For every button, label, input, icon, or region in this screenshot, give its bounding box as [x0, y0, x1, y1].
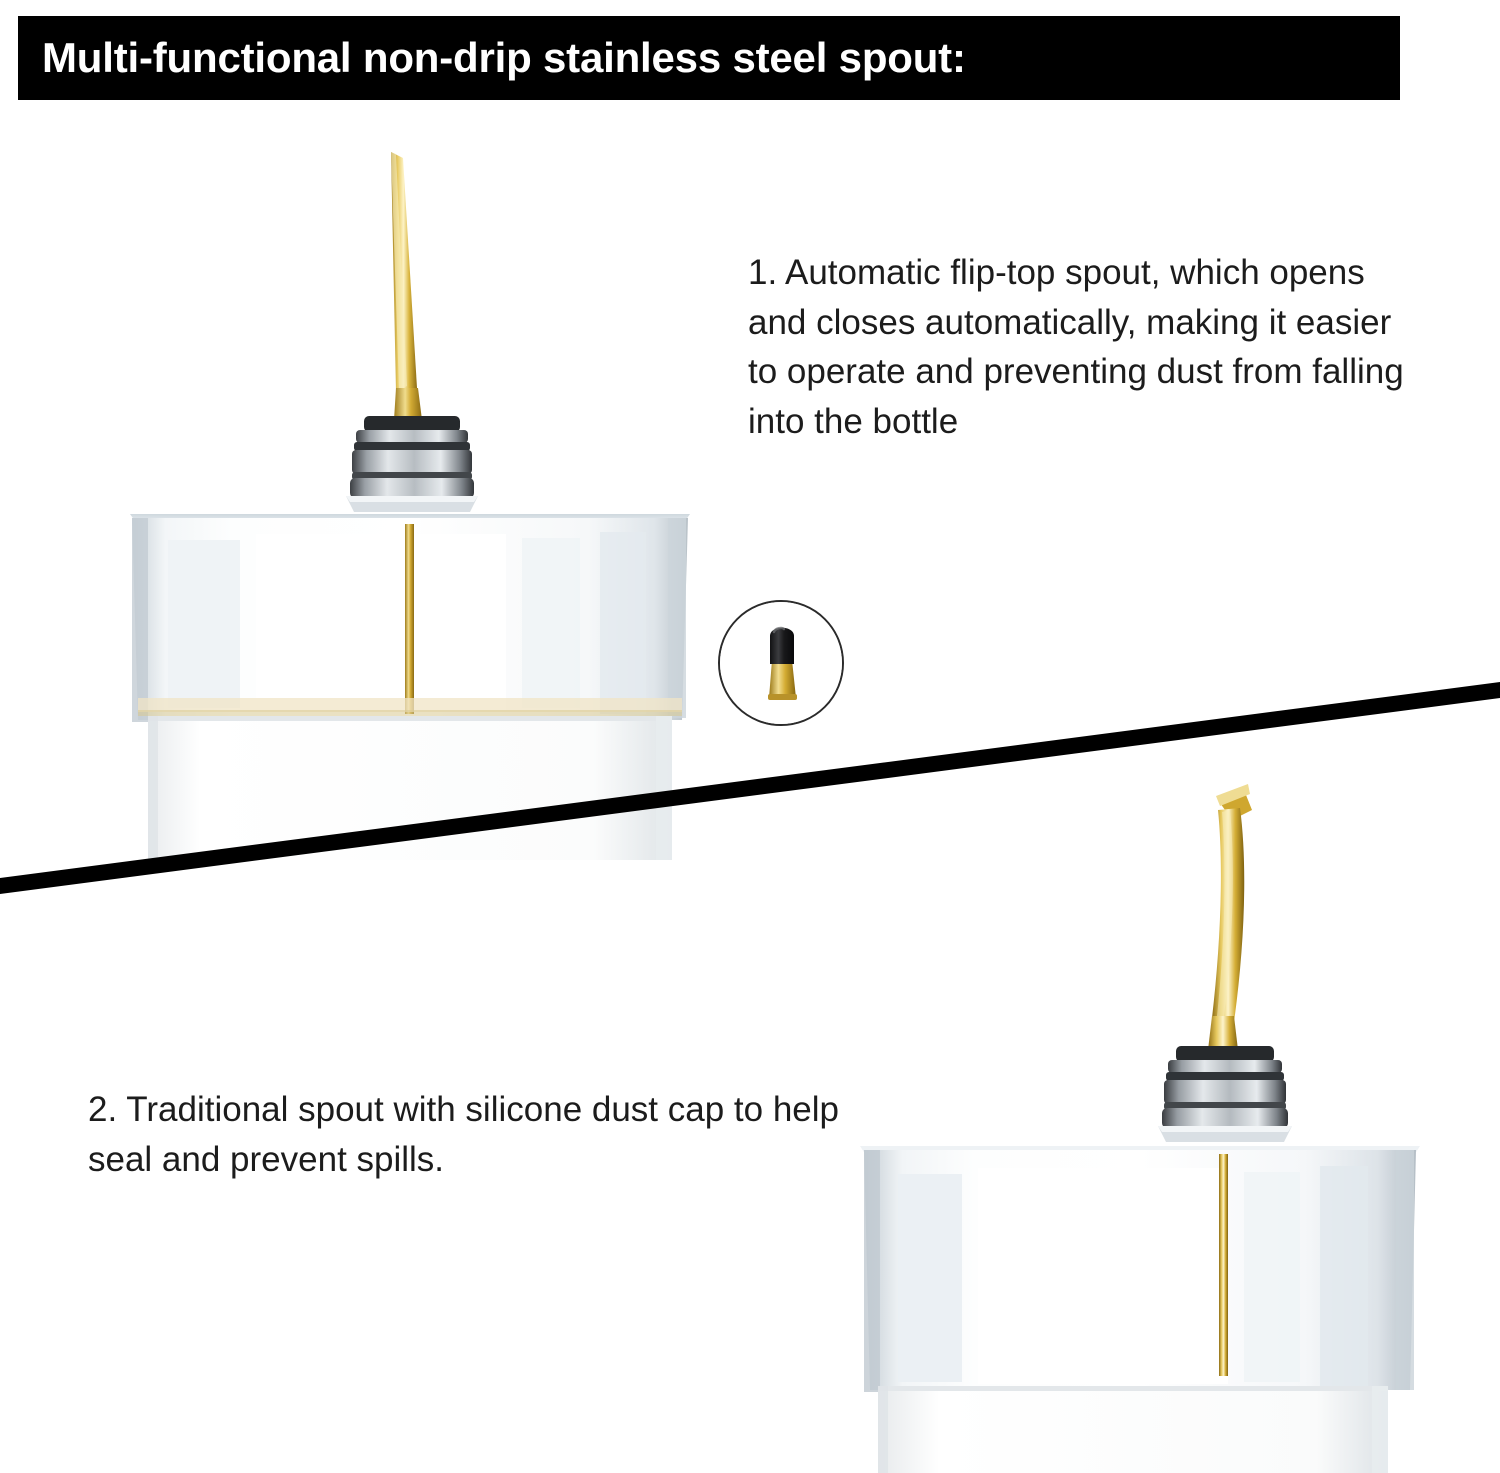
- product-photo-traditional-spout: [820, 750, 1480, 1473]
- feature-1-text: 1. Automatic flip-top spout, which opens and closes automatically, making it easier to operate and preventing dust from falling into the bottle: [748, 253, 1404, 442]
- header-banner: [18, 16, 1400, 100]
- page-title: Multi-functional non-drip stainless steel spout:: [42, 33, 966, 81]
- feature-2-text: 2. Traditional spout with silicone dust cap to help seal and prevent spills.: [88, 1090, 839, 1179]
- dust-cap-closeup-callout: [718, 600, 844, 726]
- product-photo-flip-top-spout: [60, 120, 720, 860]
